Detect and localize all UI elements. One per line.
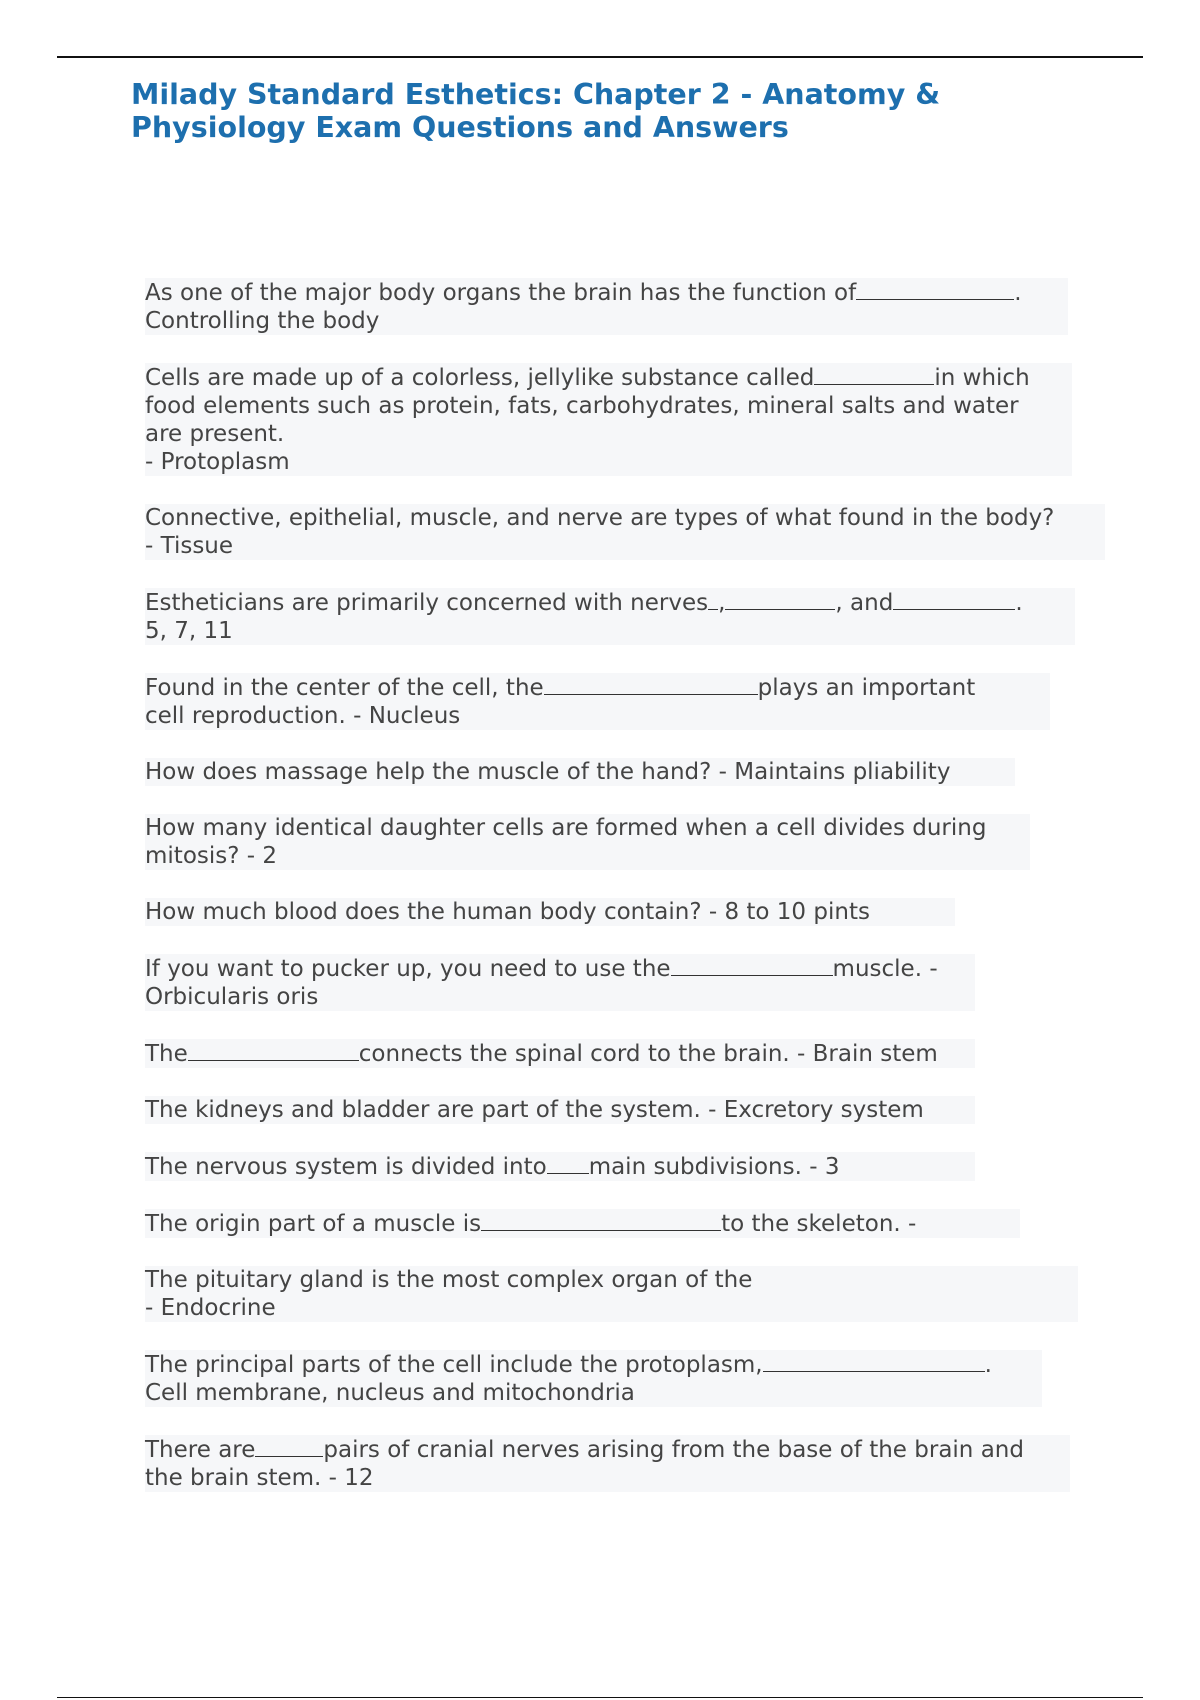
question-line: How many identical daughter cells are formed when a cell divides during	[145, 815, 987, 841]
question-line: Connective, epithelial, muscle, and nerve are types of what found in the body?	[145, 505, 1055, 531]
answer-line: - Endocrine	[145, 1295, 276, 1321]
qa-item	[145, 504, 1105, 560]
question-line: The nervous system is divided into main subdivisions. - 3	[145, 1154, 840, 1180]
qa-item	[145, 898, 955, 926]
answer-line: cell reproduction. - Nucleus	[145, 703, 461, 729]
qa-item	[145, 758, 1015, 786]
answer-line: Controlling the body	[145, 308, 380, 334]
answer-line: Orbicularis oris	[145, 984, 319, 1010]
answer-blank	[893, 588, 1015, 610]
question-line: The origin part of a muscle is to the skeleton. -	[145, 1211, 917, 1237]
document-title	[131, 78, 1031, 144]
answer-blank	[856, 278, 1014, 300]
question-line: The connects the spinal cord to the brain. - Brain stem	[145, 1041, 938, 1067]
qa-item	[145, 954, 975, 1011]
question-line: How does massage help the muscle of the hand? - Maintains pliability	[145, 759, 951, 785]
qa-item	[145, 1435, 1070, 1492]
qa-item	[145, 814, 1030, 870]
question-line: Cells are made up of a colorless, jellylike substance called in which	[145, 365, 1030, 391]
question-line: There are pairs of cranial nerves arising from the base of the brain and	[145, 1437, 1024, 1463]
answer-blank	[763, 1350, 985, 1372]
answer-blank	[188, 1039, 359, 1061]
question-line: are present.	[145, 421, 285, 447]
top-rule	[57, 56, 1143, 58]
answer-line: - Protoplasm	[145, 449, 290, 475]
question-line: If you want to pucker up, you need to use the muscle. -	[145, 956, 938, 982]
question-line: The pituitary gland is the most complex organ of the	[145, 1267, 753, 1293]
qa-item	[145, 1152, 975, 1181]
question-line: How much blood does the human body contain? - 8 to 10 pints	[145, 899, 870, 925]
qa-item	[145, 1350, 1042, 1407]
qa-item	[145, 1209, 1020, 1238]
question-line: Estheticians are primarily concerned with nerves , , and .	[145, 590, 1023, 616]
qa-item	[145, 1096, 975, 1124]
qa-item	[145, 1039, 975, 1068]
question-line: As one of the major body organs the brain has the function of .	[145, 280, 1022, 306]
question-line: Found in the center of the cell, the plays an important	[145, 675, 976, 701]
question-answer-list	[145, 278, 1105, 1520]
answer-blank	[547, 1152, 589, 1174]
qa-item	[145, 363, 1072, 476]
question-line: The kidneys and bladder are part of the system. - Excretory system	[145, 1097, 924, 1123]
answer-line: Cell membrane, nucleus and mitochondria	[145, 1380, 635, 1406]
answer-blank	[671, 954, 833, 976]
title-line-1: Milady Standard Esthetics: Chapter 2 - Anatomy &	[131, 78, 941, 111]
qa-item	[145, 588, 1075, 645]
answer-blank	[708, 588, 718, 610]
qa-item	[145, 673, 1050, 730]
answer-line: mitosis? - 2	[145, 843, 278, 869]
answer-blank	[544, 673, 758, 695]
bottom-rule	[57, 1697, 1143, 1698]
title-line-2: Physiology Exam Questions and Answers	[131, 111, 789, 144]
answer-blank	[814, 363, 934, 385]
qa-item	[145, 278, 1068, 335]
answer-line: 5, 7, 11	[145, 618, 233, 644]
answer-line: - Tissue	[145, 533, 234, 559]
answer-blank	[255, 1435, 323, 1457]
question-line: food elements such as protein, fats, carbohydrates, mineral salts and water	[145, 393, 1019, 419]
answer-blank	[481, 1209, 721, 1231]
answer-blank	[725, 588, 835, 610]
question-line: The principal parts of the cell include the protoplasm, .	[145, 1352, 992, 1378]
qa-item	[145, 1266, 1078, 1322]
answer-line: the brain stem. - 12	[145, 1465, 374, 1491]
